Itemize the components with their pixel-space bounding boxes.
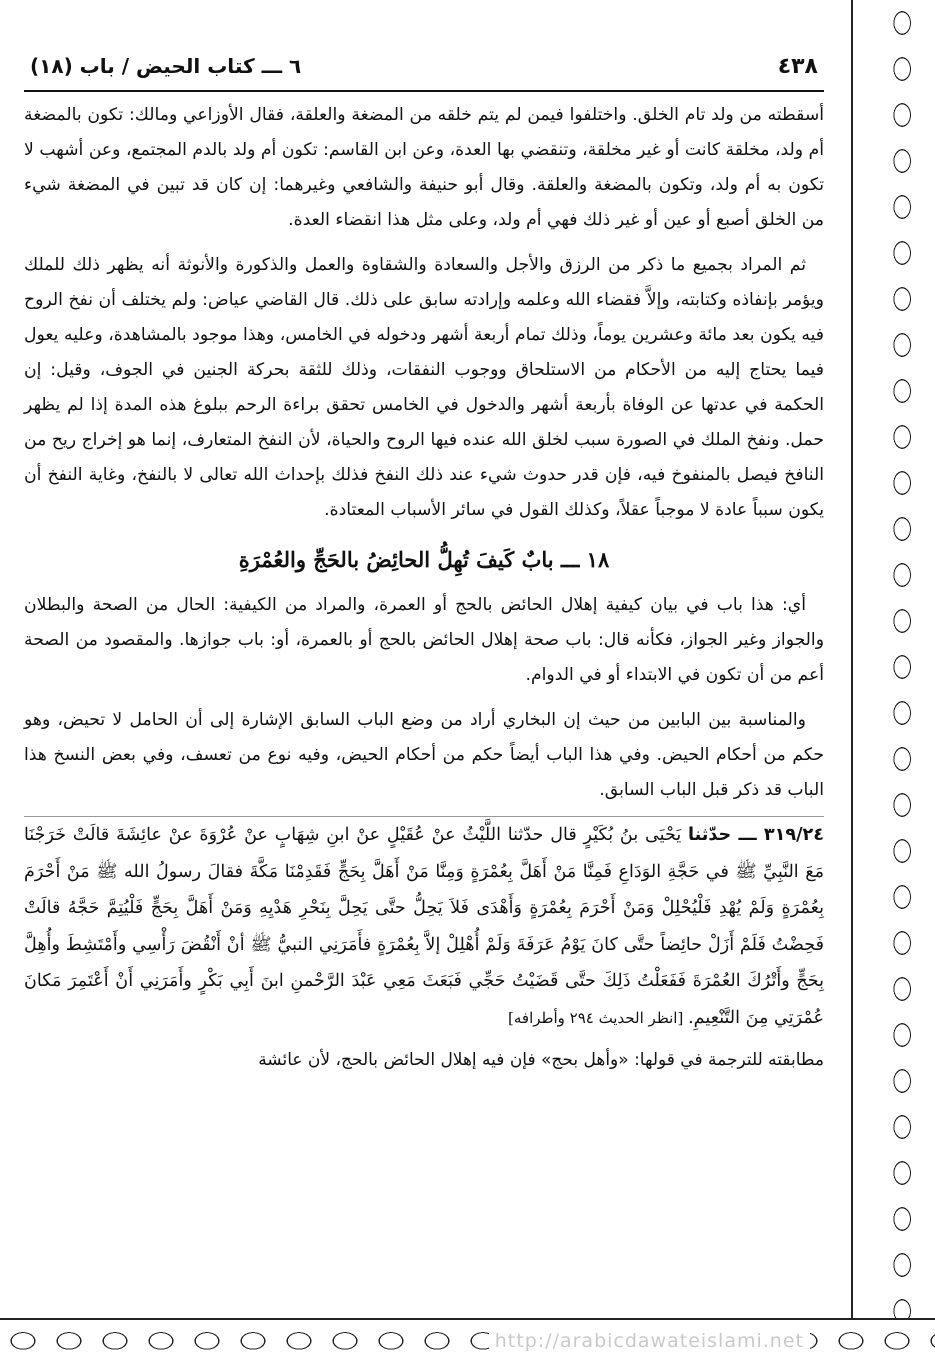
hadith-reference: [انظر الحديث ٢٩٤ وأطرافه] [508, 1008, 689, 1027]
decorative-border-right [851, 0, 935, 1358]
paragraph-1: أسقطته من ولد تام الخلق. واختلفوا فيمن لم يتم خلقه من المضغة والعلقة، فقال الأوزاعي ومالك: تكون بالمضغة أم ولد، مخلقة كانت أو غير مخلقة، وتنقضي بها العدة، وعن ابن القاسم: تكون أم ولد بالدم المجتمع، وعن أشهب لا تكون به أم ولد، وتكون بالمضغة والعلقة. وقال أبو حنيفة والشافعي وغيرهما: إن كان قد تبين في المضغة شيء من الخلق أصبع أو عين أو غير ذلك فهي أم ولد، وعلى مثل هذا انقضاء العدة. [24, 105, 824, 230]
page-header [24, 54, 824, 92]
hadith-body: يَحْيَى بنُ بُكَيْرٍ قال حدّثنا اللَّيْثُ عنْ عُقَيْلٍ عنْ ابنِ شِهَابٍ عنْ عُرْوَةَ عنْ عائِشَةَ قالَتْ خَرَجْنَا مَعَ النَّبِيِّ ﷺ في حَجَّةِ الوَدَاعِ فَمِنَّا مَنْ أَهَلَّ بِعُمْرَةٍ وَمِنَّا مَنْ أَهَلَّ بِحَجٍّ فَقَدِمْنَا مَكَّةَ فقالَ رسولُ الله ﷺ مَنْ أَحْرَمَ بِعُمْرَةٍ وَلَمْ يُهْدِ فَلْيُحْلِلْ وَمَنْ أَحْرَمَ بِعُمْرَةٍ وَأَهْدَى فَلاَ يَحِلُّ حتَّى يَحِلَّ بِنَحْرِ هَدْيِهِ وَمَنْ أَهَلَّ بِحَجٍّ فَلْيُتِمَّ حَجَّهُ قالَتْ فَحِضْتُ فَلَمْ أَزَلْ حائِضاً حتَّى كانَ يَوْمُ عَرَفَةَ وَلَمْ أُهْلِلْ إلاَّ بِعُمْرَةٍ فأَمَرَنِي النبيُّ ﷺ أنْ أَنْقُضَ رَأْسِي وأَمْتَشِطَ وأُهِلَّ بِحَجٍّ وأَتْرُكَ العُمْرَةَ فَفَعَلْتُ ذَلِكَ حتَّى قَضَيْتُ حَجِّي فَبَعَثَ مَعِي عَبْدَ الرَّحْمنِ ابنَ أَبِي بَكْرٍ وأَمَرَنِي أَنْ أَعْتَمِرَ مَكانَ عُمْرَتِي مِنَ التَّنْعِيمِ. [24, 825, 824, 1028]
watermark-url: http://arabicdawateislami.net [489, 1330, 810, 1352]
hadith-text [24, 816, 824, 1037]
paragraph-3: أي: هذا باب في بيان كيفية إهلال الحائض بالحج أو العمرة، والمراد من الكيفية: الحال من الصحة والبطلان والجواز وغير الجواز، فكأنه قال: باب صحة إهلال الحائض بالحج أو بالعمرة، أو: باب جوازها. والمقصود من الصحة أعم من أن تكون في الابتداء أو في الدوام. [24, 595, 824, 685]
chapter-heading: ١٨ ـــ بابٌ كَيفَ تُهِلُّ الحائِضُ بالحَجِّ والعُمْرَةِ [238, 547, 610, 572]
summary-text: مطابقته للترجمة في قولها: «وأهل بحج» فإن فيه إهلال الحائض بالحج، لأن عائشة [258, 1049, 824, 1070]
paragraph-2: ثم المراد بجميع ما ذكر من الرزق والأجل والسعادة والشقاوة والعمل والذكورة والأنوثة أنه يظهر ذلك للملك ويؤمر بإنفاذه وكتابته، وإلاَّ فقضاء الله وعلمه وإرادته سابق على ذلك. قال القاضي عياض: ولم يختلف أن نفخ الروح فيه يكون بعد مائة وعشرين يوماً، وذلك تمام أربعة أشهر ودخوله في الخامس، وهذا موجود بالمشاهدة، وعليه يعول فيما يحتاج إليه من الأحكام من الاستلحاق ووجوب النفقات، وذلك للثقة بحركة الجنين في الجوف، وقيل: إن الحكمة في عدتها عن الوفاة بأربعة أشهر والدخول في الخامس تحقق براءة الرحم ببلوغ هذه المدة إذا لم يظهر حمل. ونفخ الملك في الصورة سبب لخلق الله عنده فيها الروح والحياة، لأن النفخ المتعارف، إنما هو إخراج ريح من النافخ فيصل بالمنفوخ فيه، فإن قدر حدوث شيء عند ذلك النفخ فذلك بإحداث الله تعالى لا بالنفخ، وغاية النفخ أن يكون سبباً عادة لا موجباً عقلاً، وكذلك القول في سائر الأسباب المعتادة. [24, 255, 824, 520]
page-body [24, 54, 824, 1316]
running-title: ٦ ـــ كتاب الحيض / باب (١٨) [30, 54, 302, 78]
hadith-lead: ٣١٩/٢٤ ـــ حدّثنا [688, 825, 825, 845]
page-number: ٤٣٨ [777, 54, 818, 79]
paragraph-4: والمناسبة بين البابين من حيث إن البخاري أراد من وضع الباب السابق الإشارة إلى أن الحامل لا تحيض، وهو حكم من أحكام الحيض. وفي هذا الباب أيضاً حكم من أحكام الحيض، وفيه نوع من تعسف، وفي بعض النسخ هذا الباب قد ذكر قبل الباب السابق. [24, 710, 824, 800]
